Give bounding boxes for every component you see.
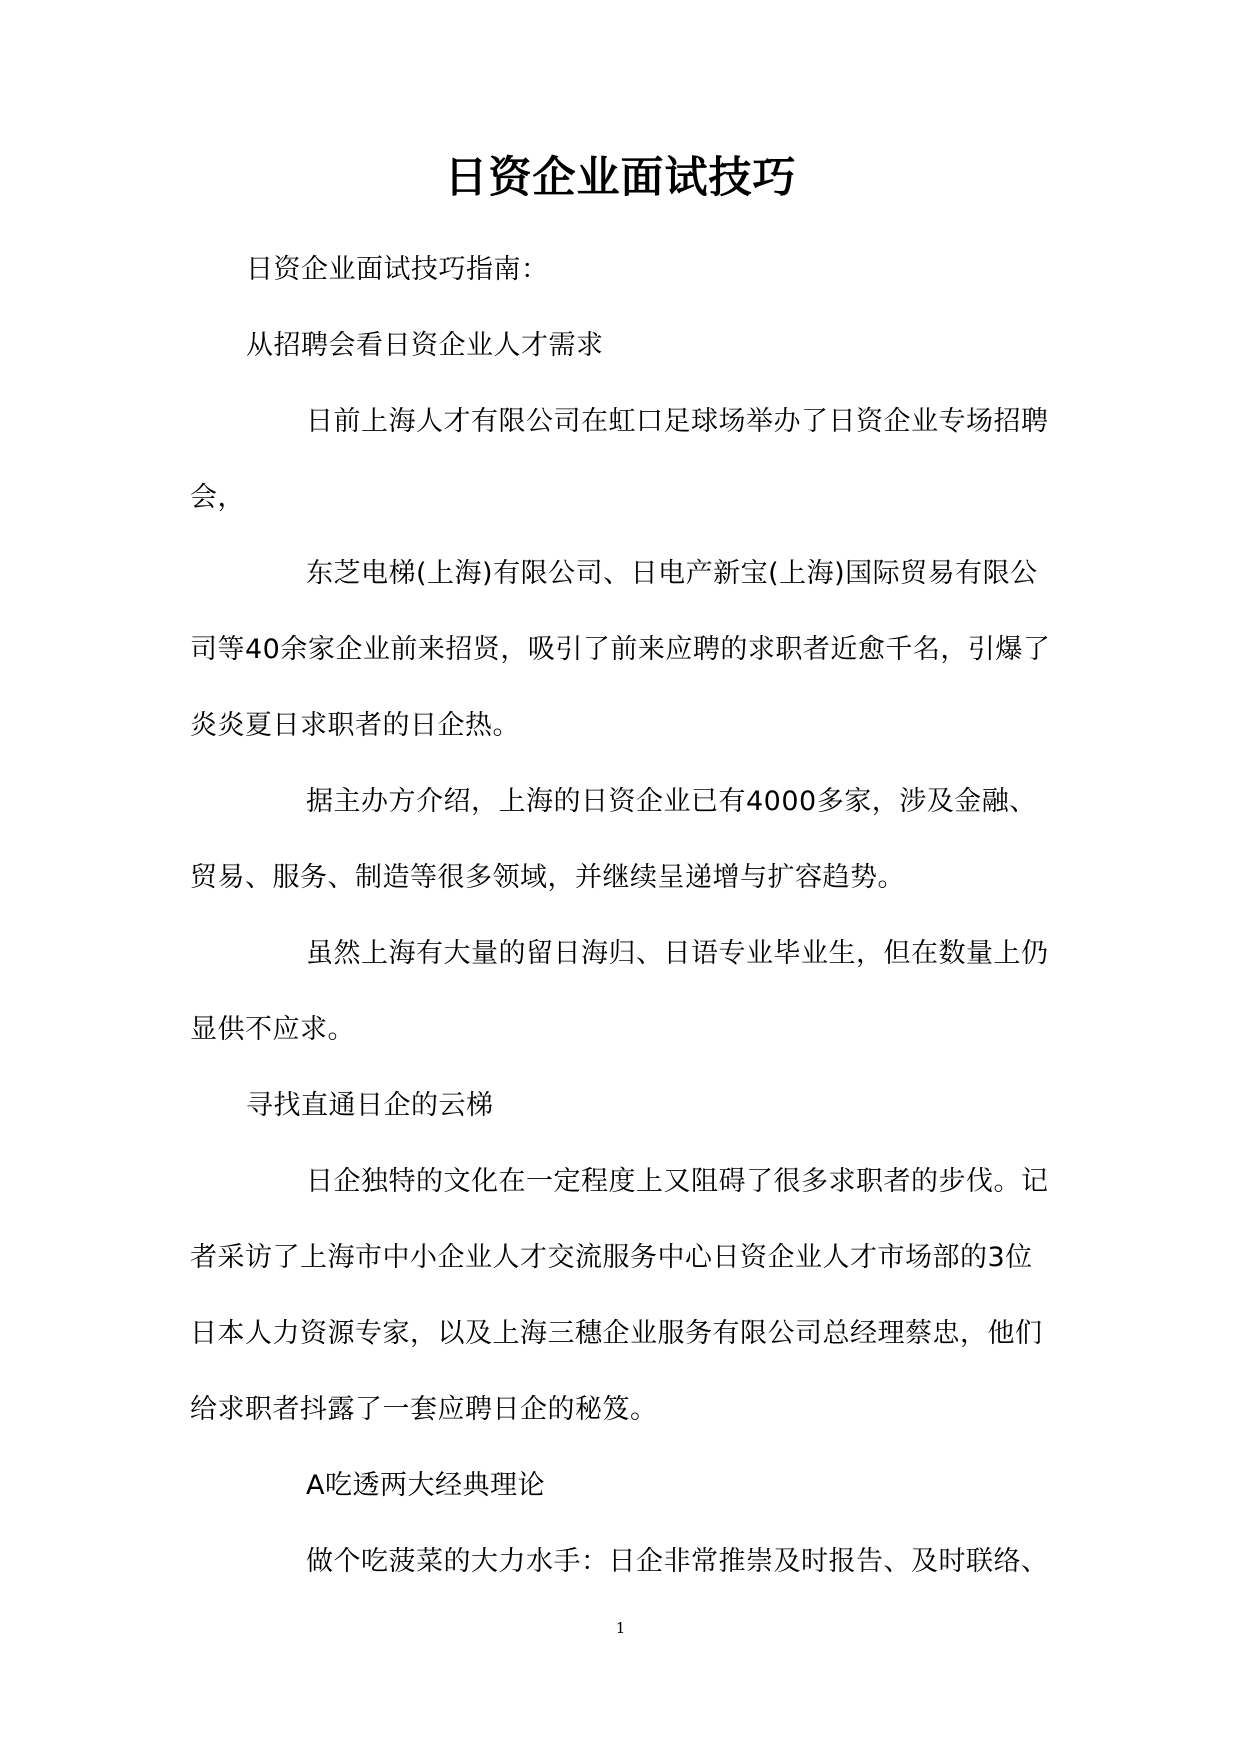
paragraph-body: 日企独特的文化在一定程度上又阻碍了很多求职者的步伐。记者采访了上海市中小企业人才交流服务中心日资企业人才市场部的3位日本人力资源专家，以及上海三穗企业服务有限公司总经理蔡忠，他们给求职者抖露了一套应聘日企的秘笈。 (190, 1166, 1049, 1425)
paragraph-subsection-heading: A吃透两大经典理论 (306, 1470, 545, 1501)
document-title: 日资企业面试技巧 (444, 153, 797, 203)
paragraph-body: 虽然上海有大量的留日海归、日语专业毕业生，但在数量上仍显供不应求。 (190, 938, 1049, 1045)
paragraph-guide-heading: 日资企业面试技巧指南： (246, 254, 549, 285)
paragraph-section-heading: 从招聘会看日资企业人才需求 (246, 330, 604, 361)
paragraph-body: 东芝电梯(上海)有限公司、日电产新宝(上海)国际贸易有限公司等40余家企业前来招贤，吸引了前来应聘的求职者近愈千名，引爆了炎炎夏日求职者的日企热。 (190, 558, 1051, 741)
paragraph-body: 日前上海人才有限公司在虹口足球场举办了日资企业专场招聘会， (190, 406, 1049, 513)
page-number: 1 (615, 1619, 626, 1637)
paragraph-body: 做个吃菠菜的大力水手：日企非常推崇及时报告、及时联络、 (306, 1546, 1049, 1577)
paragraph-section-heading: 寻找直通日企的云梯 (246, 1090, 494, 1121)
paragraph-body: 据主办方介绍，上海的日资企业已有4000多家，涉及金融、贸易、服务、制造等很多领域，并继续呈递增与扩容趋势。 (190, 786, 1037, 893)
